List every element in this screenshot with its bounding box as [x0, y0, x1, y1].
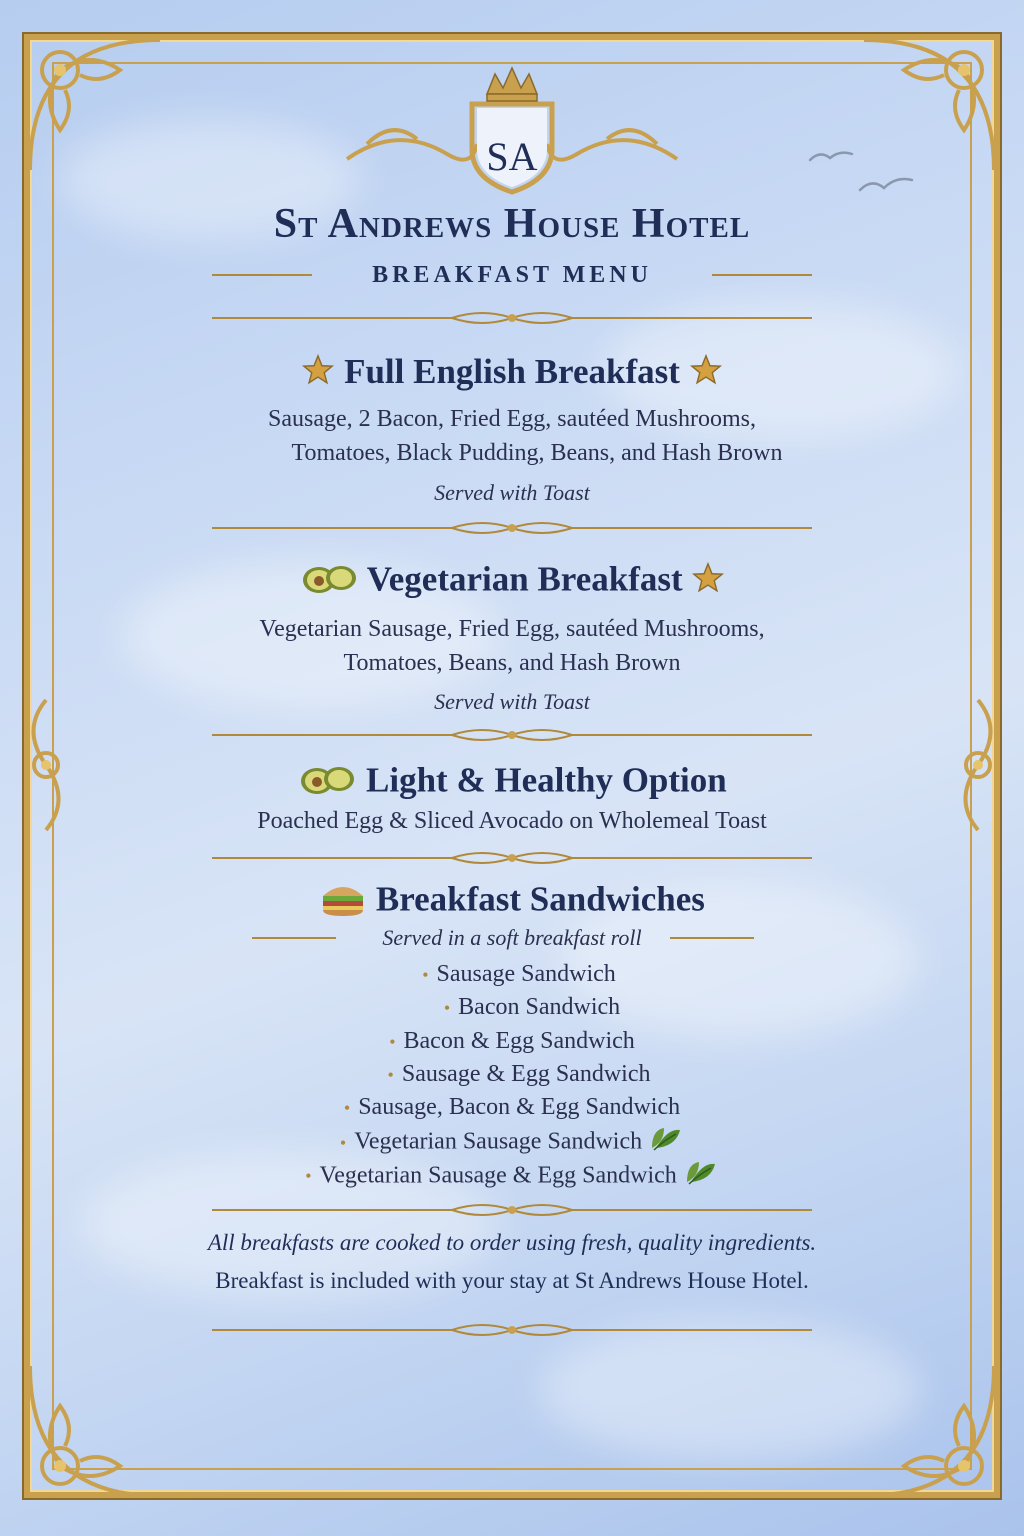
- list-item: [0, 958, 1024, 991]
- bullet-icon: •: [343, 1098, 351, 1119]
- hotel-crest: [337, 64, 687, 199]
- section-description: [0, 804, 1024, 838]
- section-title-light-healthy: [0, 759, 1024, 808]
- description-line: Tomatoes, Beans, and Hash Brown: [343, 650, 681, 676]
- list-item-label: Bacon & Egg Sandwich: [403, 1027, 635, 1054]
- bullet-icon: •: [305, 1166, 312, 1187]
- list-item: [0, 1058, 1024, 1091]
- description-line: Sausage, 2 Bacon, Fried Egg, sautéed Mushrooms,: [268, 406, 756, 432]
- star-icon: [301, 353, 335, 396]
- ornamental-divider-icon: [212, 308, 812, 328]
- section-title-text: Light & Healthy Option: [366, 760, 727, 800]
- sandwich-icon: [319, 878, 367, 927]
- list-item-label: Sausage Sandwich: [436, 961, 616, 987]
- list-item: [0, 1091, 1024, 1124]
- leaf-icon: [648, 1124, 684, 1162]
- section-title-text: Breakfast Sandwiches: [375, 879, 705, 919]
- section-description: [0, 402, 1024, 470]
- list-item: [0, 1025, 1024, 1058]
- section-title-full-english: [0, 352, 1024, 396]
- list-item-label: Bacon Sandwich: [458, 994, 621, 1021]
- description-line: Tomatoes, Black Pudding, Beans, and Hash Brown: [291, 440, 783, 466]
- list-item-label: Vegetarian Sausage & Egg Sandwich: [319, 1162, 677, 1189]
- section-note: Served in a soft breakfast roll: [382, 925, 642, 950]
- description-line: Vegetarian Sausage, Fried Egg, sautéed Mushrooms,: [259, 616, 765, 642]
- list-item-label: Sausage & Egg Sandwich: [401, 1060, 651, 1087]
- section-title-sandwiches: [0, 878, 1024, 927]
- section-title-vegetarian: [0, 558, 1024, 607]
- section-description: [0, 612, 1024, 680]
- ornamental-divider-icon: [212, 848, 812, 868]
- ornamental-divider-icon: [212, 725, 812, 745]
- list-item-label: Sausage, Bacon & Egg Sandwich: [358, 1094, 681, 1121]
- ornamental-divider-icon: [212, 518, 812, 538]
- avocado-icon: [297, 759, 357, 808]
- section-title-text: Full English Breakfast: [344, 352, 680, 391]
- list-item: [0, 1158, 1024, 1191]
- ornamental-divider-icon: [212, 1200, 812, 1220]
- list-item-label: Vegetarian Sausage Sandwich: [354, 1129, 643, 1155]
- footer-note: All breakfasts are cooked to order using fresh, quality ingredients.: [207, 1230, 817, 1255]
- bullet-icon: •: [443, 998, 451, 1019]
- star-icon: [689, 353, 723, 396]
- bullet-icon: •: [387, 1064, 394, 1085]
- hotel-name: St Andrews House Hotel: [273, 201, 751, 247]
- menu-subtitle: BREAKFAST MENU: [372, 262, 652, 288]
- star-icon: [691, 561, 725, 604]
- footer-included: Breakfast is included with your stay at St Andrews House Hotel.: [215, 1268, 809, 1293]
- section-note: Served with Toast: [434, 689, 590, 714]
- bullet-icon: •: [389, 1031, 396, 1052]
- ornamental-divider-icon: [212, 1320, 812, 1340]
- bullet-icon: •: [339, 1133, 347, 1153]
- description-line: Poached Egg & Sliced Avocado on Wholemeal Toast: [257, 808, 767, 834]
- section-title-text: Vegetarian Breakfast: [366, 559, 683, 599]
- list-item: [0, 1124, 1024, 1157]
- avocado-icon: [299, 558, 359, 607]
- section-note: Served with Toast: [434, 480, 590, 505]
- leaf-icon: [683, 1158, 719, 1196]
- bullet-icon: •: [422, 965, 429, 985]
- crest-monogram: SA: [486, 134, 538, 179]
- list-item: [0, 991, 1024, 1024]
- sandwich-list: [0, 958, 1024, 1191]
